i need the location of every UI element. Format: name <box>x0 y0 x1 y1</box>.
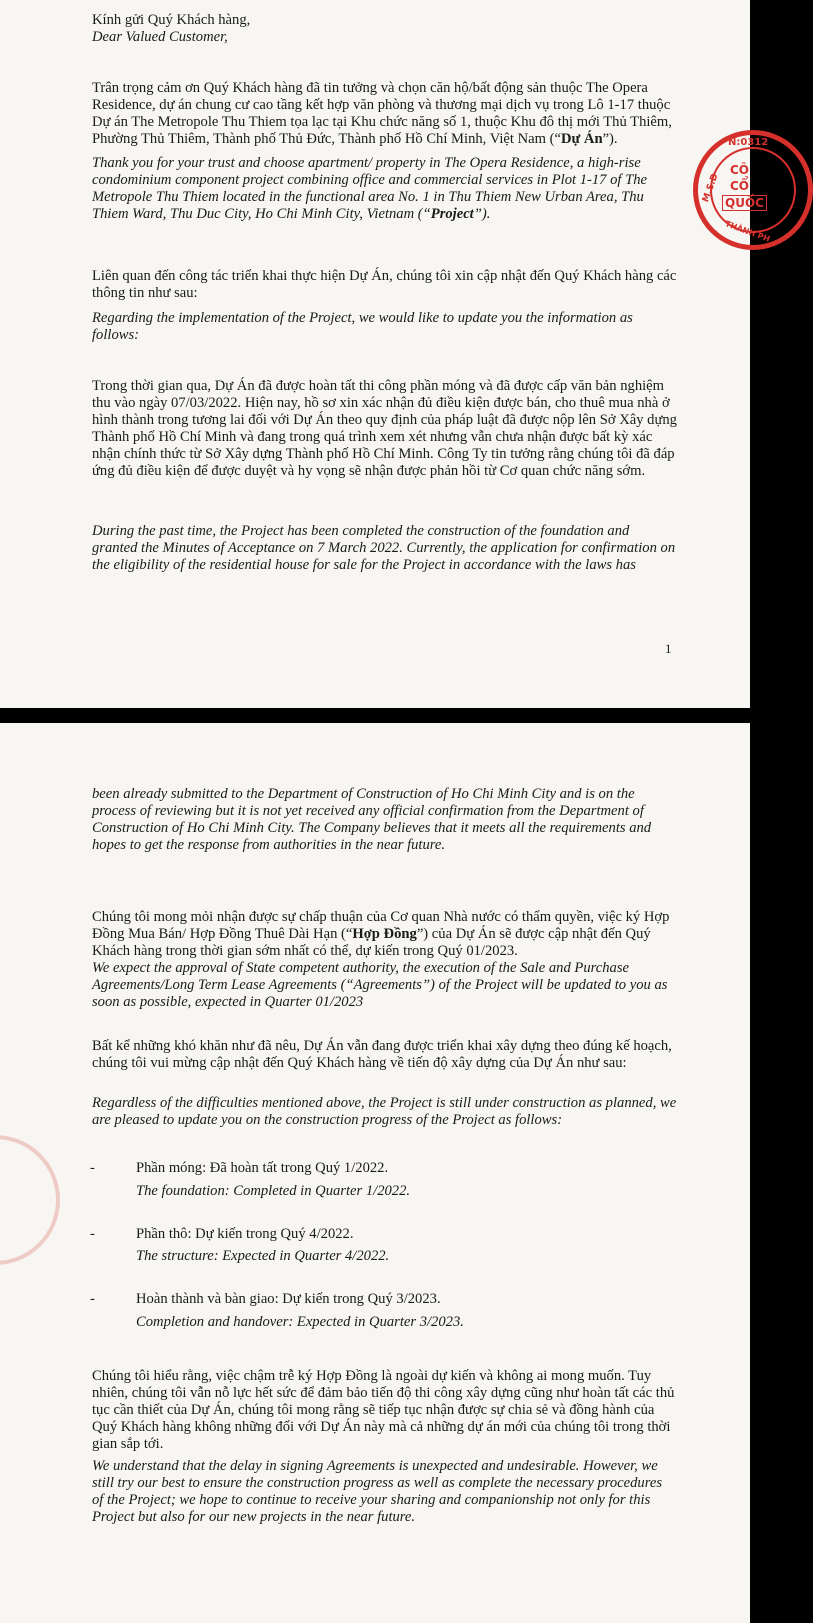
paragraph-implementation-en: Regarding the implementation of the Project, we would like to update you the information as follows: <box>92 310 633 343</box>
seal-bottom-text: THÀNH PH <box>723 219 772 244</box>
bullet-structure-en: The structure: Expected in Quarter 4/2022. <box>136 1248 390 1264</box>
document-page-1 <box>0 0 772 708</box>
company-seal <box>693 130 813 250</box>
bullet-marker: - <box>90 1291 95 1307</box>
document-page-2 <box>0 723 750 1623</box>
paragraph-progress-en: During the past time, the Project has been completed the construction of the foundation and granted the Minutes of Acceptance on 7 March 2022. Currently, the application for confirmation on the eligibility of the residential house for sale for the Project in accordance with the laws has <box>92 523 676 573</box>
paragraph-intro-en: Thank you for your trust and choose apartment/ property in The Opera Residence, a high-rise condominium component project combining office and commercial services in Plot 1-17 of The Metropole Thu Thiem located in the functional area No. 1 in Thu Thiem New Urban Area, Thu Thiem Ward, Thu Duc City, Ho Chi Minh City, Vietnam (“Project”). <box>92 155 647 222</box>
bleed-through-text <box>300 236 303 252</box>
page-number: 1 <box>665 641 672 656</box>
paragraph-progress-en-continued: been already submitted to the Department of Construction of Ho Chi Minh City and is on the process of reviewing but it is not yet received any official confirmation from the Department of Construction of Ho Chi Minh City. The Company believes that it meets all the requirements and hopes to get the response from authorities in the near future. <box>92 786 652 853</box>
salutation-vi: Kính gửi Quý Khách hàng, <box>92 12 251 28</box>
paragraph-construction-en: Regardless of the difficulties mentioned above, the Project is still under construction as planned, we are pleased to update you on the construction progress of the Project as follows: <box>92 1095 677 1128</box>
paragraph-implementation-vi: Liên quan đến công tác triển khai thực hiện Dự Án, chúng tôi xin cập nhật đến Quý Khách hàng các thông tin như sau: <box>92 268 677 301</box>
bullet-foundation-en: The foundation: Completed in Quarter 1/2022. <box>136 1183 411 1199</box>
bullet-foundation-vi: Phần móng: Đã hoàn tất trong Quý 1/2022. <box>136 1160 389 1176</box>
bullet-marker: - <box>90 1226 95 1242</box>
seal-code: M.S.D <box>701 172 721 204</box>
paragraph-construction-vi: Bất kể những khó khăn như đã nêu, Dự Án vẫn đang được triển khai xây dựng theo đúng kế hoạch, chúng tôi vui mừng cập nhật đến Quý Khách hàng về tiến độ xây dựng của Dự Án như sau: <box>92 1038 672 1071</box>
seal-inner-ring <box>710 147 796 233</box>
salutation-en: Dear Valued Customer, <box>92 29 228 45</box>
seal-text-line1: CÔ <box>730 163 750 177</box>
paragraph-agreements-vi: Chúng tôi mong mỏi nhận được sự chấp thuận của Cơ quan Nhà nước có thẩm quyền, việc ký Hợp Đồng Mua Bán/ Hợp Đồng Thuê Dài Hạn (“Hợp Đồng”) của Dự Án sẽ được cập nhật đến Quý Khách hàng trong thời gian sớm nhất có thể, dự kiến trong Quý 01/2023. <box>92 909 670 959</box>
paragraph-intro-vi: Trân trọng cảm ơn Quý Khách hàng đã tin tưởng và chọn căn hộ/bất động sản thuộc The Opera Residence, dự án chung cư cao tầng kết hợp văn phòng và thương mại dịch vụ trong Lô 1-17 thuộc Dự án The Metropole Thu Thiem tọa lạc tại Khu chức năng số 1, thuộc Khu đô thị mới Thủ Thiêm, Phường Thủ Thiêm, Thành phố Thủ Đức, Thành phố Hồ Chí Minh, Việt Nam (“Dự Án”). <box>92 80 672 147</box>
paragraph-agreements-en: We expect the approval of State competent authority, the execution of the Sale and Purchase Agreements/Long Term Lease Agreements (“Agreements”) of the Project will be updated to you as soon as possible, expected in Quarter 01/2023 <box>92 960 668 1010</box>
paragraph-apology-en: We understand that the delay in signing Agreements is unexpected and undesirable. However, we still try our best to ensure the construction progress as well as complete the necessary procedures of the Project; we hope to continue to receive your sharing and companionship not only for this Project but also for our new projects in the near future. <box>92 1458 663 1525</box>
seal-text-line3: QUỐC <box>722 195 767 211</box>
bullet-handover-vi: Hoàn thành và bàn giao: Dự kiến trong Quý 3/2023. <box>136 1291 441 1307</box>
bullet-structure-vi: Phần thô: Dự kiến trong Quý 4/2022. <box>136 1226 354 1242</box>
seal-text-line2: CỔ <box>730 179 750 193</box>
bullet-handover-en: Completion and handover: Expected in Quarter 3/2023. <box>136 1314 464 1330</box>
paragraph-progress-vi: Trong thời gian qua, Dự Án đã được hoàn tất thi công phần móng và đã được cấp văn bản nghiệm thu vào ngày 07/03/2022. Hiện nay, hồ sơ xin xác nhận đủ điều kiện được bán, cho thuê mua nhà ở hình thành trong tương lai đối với Dự Án theo quy định của pháp luật đã được nộp lên Sở Xây dựng Thành phố Hồ Chí Minh và đang trong quá trình xem xét nhưng vẫn chưa nhận được bất kỳ xác nhận chính thức từ Sở Xây dựng Thành phố Hồ Chí Minh. Công Ty tin tưởng rằng chúng tôi đã đáp ứng đủ điều kiện để được duyệt và hy vọng sẽ nhận được phản hồi từ Cơ quan chức năng sớm. <box>92 378 677 479</box>
paragraph-apology-vi: Chúng tôi hiểu rằng, việc chậm trễ ký Hợp Đồng là ngoài dự kiến và không ai mong muốn. Tuy nhiên, chúng tôi vẫn nỗ lực hết sức để đảm bảo tiến độ thi công xây dựng cũng như hoàn tất các thủ tục cần thiết của Dự Án, chúng tôi mong rằng sẽ tiếp tục nhận được sự chia sẻ và đồng hành của Quý Khách hàng không những đối với Dự Án này mà cả những dự án mới của chúng tôi trong thời gian sắp tới. <box>92 1368 675 1452</box>
bullet-marker: - <box>90 1160 95 1176</box>
seal-number: N:0312 <box>728 137 769 148</box>
